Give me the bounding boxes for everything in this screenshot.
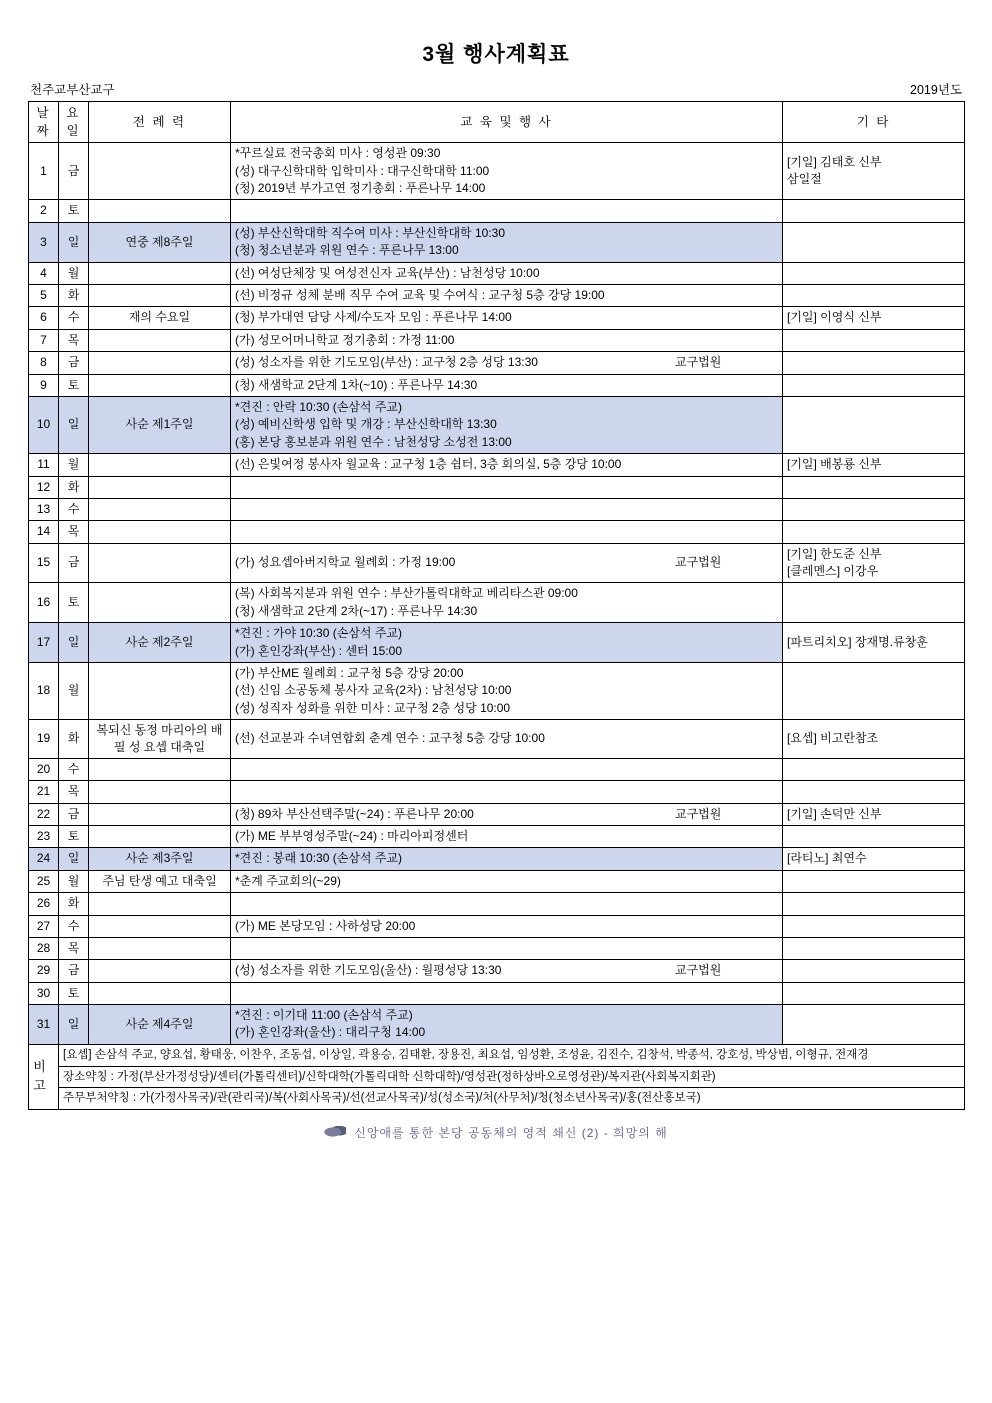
etc-line: 삼일절 [787,172,822,187]
cell-events [231,848,783,870]
event-text: (선) 선교분과 수녀연합회 춘계 연수 : 교구청 5층 강당 10:00 [235,731,545,746]
cell-etc [783,623,965,663]
cell-liturgical-calendar [89,803,231,825]
event-text: (가) ME 부부영성주말(~24) : 마리아피정센터 [235,828,469,843]
table-row [29,1005,965,1045]
cell-events [231,200,783,222]
cell-liturgical-calendar [89,454,231,476]
cell-day-of-week: 화 [59,284,89,306]
cell-date: 16 [29,583,59,623]
cell-liturgical-calendar [89,374,231,396]
cell-liturgical-calendar: 사순 제2주일 [89,623,231,663]
cell-date: 2 [29,200,59,222]
table-row [29,982,965,1004]
cell-etc [783,521,965,543]
cell-liturgical-calendar [89,498,231,520]
cell-liturgical-calendar [89,758,231,780]
etc-line: [기일] 한도준 신부 [787,546,882,561]
cell-liturgical-calendar [89,937,231,959]
notes-text: 주무부처약칭 : 가(가정사목국)/관(관리국)/복(사회사목국)/선(선교사목국)/성(성소국)/처(사무처)/청(청소년사목국)/홍(전산홍보국) [59,1088,965,1110]
cell-day-of-week: 월 [59,262,89,284]
column-header-events: 교 육 및 행 사 [231,102,783,143]
cell-date: 14 [29,521,59,543]
event-line [235,962,778,979]
cell-day-of-week: 금 [59,803,89,825]
cell-liturgical-calendar: 복되신 동정 마리아의 배필 성 요셉 대축일 [89,720,231,759]
cell-day-of-week: 목 [59,329,89,351]
cell-liturgical-calendar: 사순 제1주일 [89,396,231,453]
etc-line: [기일] 손덕만 신부 [787,806,882,821]
cell-date: 24 [29,848,59,870]
event-line [235,399,778,416]
cell-events [231,143,783,200]
cell-day-of-week: 화 [59,476,89,498]
cell-liturgical-calendar [89,915,231,937]
cell-liturgical-calendar [89,352,231,374]
notes-section [29,1044,965,1109]
event-line [235,625,778,642]
event-text: *꾸르실료 전국총회 미사 : 영성관 09:30 [235,146,441,161]
cell-day-of-week: 수 [59,758,89,780]
cell-etc [783,720,965,759]
event-line [235,730,778,747]
cell-events [231,720,783,759]
event-text: *견진 : 봉래 10:30 (손삼석 주교) [235,851,403,866]
event-text: (청) 부가대연 담당 사제/수도자 모임 : 푸른나무 14:00 [235,310,512,325]
cell-date: 25 [29,870,59,892]
event-text: (선) 신임 소공동체 봉사자 교육(2차) : 남천성당 10:00 [235,683,512,698]
cell-liturgical-calendar [89,781,231,803]
cell-events [231,454,783,476]
cell-day-of-week: 일 [59,848,89,870]
table-row [29,307,965,329]
table-row [29,663,965,720]
etc-line: [기일] 배봉룡 신부 [787,457,882,472]
cell-etc [783,781,965,803]
cell-etc [783,143,965,200]
cell-etc [783,329,965,351]
table-row [29,915,965,937]
schedule-table [28,101,965,1110]
event-line [235,332,778,349]
cell-date: 30 [29,982,59,1004]
table-row [29,454,965,476]
court-tag: 교구법원 [675,806,722,821]
event-text: (가) 혼인강좌(부산) : 센터 15:00 [235,643,403,658]
cell-date: 9 [29,374,59,396]
table-row [29,262,965,284]
cell-day-of-week: 토 [59,982,89,1004]
cell-etc [783,543,965,583]
footer [28,1124,964,1141]
event-text: (청) 2019년 부가고연 정기총회 : 푸른나무 14:00 [235,181,486,196]
meta-row [28,80,964,98]
event-text: (성) 대구신학대학 입학미사 : 대구신학대학 11:00 [235,163,490,178]
cell-events [231,352,783,374]
cell-date: 22 [29,803,59,825]
cell-liturgical-calendar [89,583,231,623]
cell-date: 4 [29,262,59,284]
cell-events [231,825,783,847]
event-text: *견진 : 안락 10:30 (손삼석 주교) [235,399,403,414]
cell-etc [783,583,965,623]
cell-date: 1 [29,143,59,200]
table-row [29,720,965,759]
dove-icon [324,1125,346,1139]
event-text: (청) 89차 부산선택주말(~24) : 푸른나무 20:00 [235,806,474,821]
cell-liturgical-calendar [89,982,231,1004]
cell-events [231,583,783,623]
cell-day-of-week: 월 [59,454,89,476]
event-line [235,643,778,660]
table-row [29,543,965,583]
cell-date: 6 [29,307,59,329]
event-text: (성) 성소자를 위한 기도모임(울산) : 월평성당 13:30 [235,963,502,978]
cell-date: 27 [29,915,59,937]
table-row [29,143,965,200]
court-tag: 교구법원 [675,355,722,370]
court-tag: 교구법원 [675,963,722,978]
event-line [235,918,778,935]
notes-row [29,1044,965,1066]
cell-day-of-week: 수 [59,498,89,520]
cell-events [231,758,783,780]
event-text: (청) 새샘학교 2단계 2차(~17) : 푸른나무 14:30 [235,603,478,618]
cell-etc [783,498,965,520]
event-line [235,225,778,242]
cell-day-of-week: 토 [59,200,89,222]
cell-events [231,960,783,982]
cell-liturgical-calendar [89,284,231,306]
cell-day-of-week: 토 [59,825,89,847]
event-line [235,434,778,451]
page-title: 3월 행사계획표 [422,43,570,66]
table-row [29,803,965,825]
cell-events [231,663,783,720]
cell-etc [783,893,965,915]
cell-liturgical-calendar [89,143,231,200]
year-label: 2019년도 [910,83,962,97]
event-line [235,665,778,682]
cell-events [231,222,783,262]
cell-events [231,498,783,520]
table-row [29,960,965,982]
cell-etc [783,222,965,262]
etc-line: [라티노] 최연수 [787,851,867,866]
notes-row [29,1088,965,1110]
cell-etc [783,960,965,982]
cell-etc [783,915,965,937]
event-text: (가) 부산ME 월례회 : 교구청 5층 강당 20:00 [235,666,464,681]
etc-line: [요셉] 비고란참조 [787,731,879,746]
event-line [235,287,778,304]
event-line [235,554,778,571]
cell-etc [783,262,965,284]
column-header-etc: 기 타 [783,102,965,143]
cell-etc [783,200,965,222]
table-row [29,825,965,847]
event-text: *견진 : 가야 10:30 (손삼석 주교) [235,626,403,641]
table-row [29,476,965,498]
event-line [235,828,778,845]
event-line [235,873,778,890]
cell-date: 18 [29,663,59,720]
cell-events [231,307,783,329]
table-row [29,200,965,222]
event-line [235,354,778,371]
cell-date: 19 [29,720,59,759]
cell-etc [783,476,965,498]
cell-etc [783,825,965,847]
event-text: (복) 사회복지분과 위원 연수 : 부산가톨릭대학교 베리타스관 09:00 [235,586,578,601]
cell-date: 17 [29,623,59,663]
notes-text: 장소약칭 : 가정(부산가정성당)/센터(가톨릭센터)/신학대학(가톨릭대학 신학대학)/영성관(정하상바오로영성관)/복지관(사회복지회관) [59,1066,965,1088]
cell-events [231,937,783,959]
event-text: (홍) 본당 홍보분과 위원 연수 : 남천성당 소성전 13:00 [235,434,512,449]
cell-events [231,262,783,284]
table-row [29,583,965,623]
event-text: (가) 혼인강좌(울산) : 대리구청 14:00 [235,1025,426,1040]
event-line [235,456,778,473]
cell-liturgical-calendar [89,543,231,583]
table-row [29,521,965,543]
cell-liturgical-calendar [89,663,231,720]
cell-day-of-week: 일 [59,396,89,453]
cell-events [231,543,783,583]
event-line [235,377,778,394]
cell-day-of-week: 금 [59,543,89,583]
cell-events [231,521,783,543]
cell-etc [783,454,965,476]
event-line [235,145,778,162]
cell-date: 31 [29,1005,59,1045]
cell-date: 29 [29,960,59,982]
notes-label: 비 고 [29,1044,59,1109]
event-line [235,603,778,620]
cell-etc [783,758,965,780]
cell-events [231,396,783,453]
cell-day-of-week: 목 [59,521,89,543]
table-header [29,102,965,143]
cell-events [231,803,783,825]
cell-day-of-week: 수 [59,307,89,329]
cell-date: 12 [29,476,59,498]
event-text: (선) 비정규 성체 분배 직무 수여 교육 및 수여식 : 교구청 5층 강당 19:00 [235,287,605,302]
court-tag: 교구법원 [675,555,722,570]
etc-line: [기일] 김태호 신부 [787,154,882,169]
cell-liturgical-calendar [89,960,231,982]
table-row [29,781,965,803]
event-line [235,265,778,282]
notes-text: [요셉] 손삼석 주교, 양요섭, 황태웅, 이찬우, 조동섭, 이상일, 곽용승, 김태환, 장용진, 최요섭, 임성환, 조성윤, 김진수, 김창석, 박종석, 강호성, 박상범, 이형규, 전재경 [59,1044,965,1066]
cell-etc [783,848,965,870]
cell-date: 21 [29,781,59,803]
event-line [235,806,778,823]
event-line [235,1024,778,1041]
table-row [29,396,965,453]
event-text: (성) 부산신학대학 직수여 미사 : 부산신학대학 10:30 [235,225,506,240]
cell-day-of-week: 목 [59,781,89,803]
column-header-date: 날짜 [29,102,59,143]
cell-etc [783,307,965,329]
cell-liturgical-calendar [89,200,231,222]
cell-day-of-week: 금 [59,143,89,200]
cell-etc [783,374,965,396]
table-row [29,374,965,396]
event-line [235,242,778,259]
cell-liturgical-calendar [89,262,231,284]
table-body [29,143,965,1045]
event-text: (가) ME 본당모임 : 사하성당 20:00 [235,918,416,933]
event-text: *춘계 주교회의(~29) [235,873,341,888]
cell-events [231,915,783,937]
cell-liturgical-calendar [89,521,231,543]
event-line [235,850,778,867]
cell-events [231,982,783,1004]
event-text: (가) 성모어머니학교 정기총회 : 가정 11:00 [235,332,455,347]
event-line [235,163,778,180]
cell-day-of-week: 수 [59,915,89,937]
event-line [235,1007,778,1024]
table-row [29,870,965,892]
cell-day-of-week: 목 [59,937,89,959]
cell-liturgical-calendar [89,476,231,498]
table-row [29,758,965,780]
event-line [235,585,778,602]
event-text: (성) 성직자 성화를 위한 미사 : 교구청 2층 성당 10:00 [235,700,511,715]
cell-etc [783,396,965,453]
event-line [235,682,778,699]
cell-events [231,623,783,663]
cell-day-of-week: 일 [59,222,89,262]
event-line [235,700,778,717]
cell-day-of-week: 금 [59,960,89,982]
notes-row [29,1066,965,1088]
cell-etc [783,870,965,892]
cell-events [231,1005,783,1045]
cell-etc [783,803,965,825]
cell-date: 7 [29,329,59,351]
etc-line: [클레멘스] 이강우 [787,564,879,579]
cell-liturgical-calendar: 사순 제3주일 [89,848,231,870]
cell-liturgical-calendar [89,329,231,351]
table-row [29,623,965,663]
cell-date: 11 [29,454,59,476]
cell-etc [783,352,965,374]
table-row [29,893,965,915]
event-text: (청) 새샘학교 2단계 1차(~10) : 푸른나무 14:30 [235,377,478,392]
cell-liturgical-calendar: 사순 제4주일 [89,1005,231,1045]
table-row [29,329,965,351]
cell-day-of-week: 일 [59,1005,89,1045]
cell-date: 15 [29,543,59,583]
etc-line: [기일] 이영식 신부 [787,310,882,325]
table-row [29,284,965,306]
cell-liturgical-calendar: 재의 수요일 [89,307,231,329]
event-text: (가) 성요셉아버지학교 월례회 : 가정 19:00 [235,555,456,570]
cell-day-of-week: 금 [59,352,89,374]
cell-day-of-week: 토 [59,583,89,623]
cell-date: 5 [29,284,59,306]
cell-day-of-week: 일 [59,623,89,663]
cell-events [231,870,783,892]
event-line [235,309,778,326]
cell-liturgical-calendar [89,893,231,915]
cell-date: 13 [29,498,59,520]
cell-liturgical-calendar: 연중 제8주일 [89,222,231,262]
table-row [29,222,965,262]
cell-day-of-week: 화 [59,720,89,759]
cell-date: 20 [29,758,59,780]
cell-etc [783,1005,965,1045]
cell-etc [783,982,965,1004]
footer-slogan: 신앙애를 통한 본당 공동체의 영적 쇄신 (2) - 희망의 해 [354,1125,668,1140]
cell-liturgical-calendar: 주님 탄생 예고 대축일 [89,870,231,892]
cell-day-of-week: 토 [59,374,89,396]
event-text: (성) 성소자를 위한 기도모임(부산) : 교구청 2층 성당 13:30 [235,355,538,370]
cell-events [231,476,783,498]
event-text: *견진 : 이기대 11:00 (손삼석 주교) [235,1008,413,1023]
cell-events [231,284,783,306]
event-line [235,416,778,433]
cell-day-of-week: 월 [59,870,89,892]
cell-events [231,374,783,396]
column-header-liturgy: 전 례 력 [89,102,231,143]
etc-line: [파트리치오] 장재명.류창훈 [787,634,928,649]
cell-events [231,329,783,351]
column-header-dow: 요일 [59,102,89,143]
event-text: (선) 은빛여정 봉사자 월교육 : 교구청 1층 쉼터, 3층 회의실, 5층 강당 10:00 [235,457,622,472]
cell-date: 8 [29,352,59,374]
event-text: (성) 예비신학생 입학 및 개강 : 부산신학대학 13:30 [235,417,497,432]
event-text: (청) 청소년분과 위원 연수 : 푸른나무 13:00 [235,243,459,258]
cell-date: 28 [29,937,59,959]
cell-date: 23 [29,825,59,847]
cell-date: 3 [29,222,59,262]
cell-etc [783,937,965,959]
event-text: (선) 여성단체장 및 여성전신자 교육(부산) : 남천성당 10:00 [235,265,540,280]
cell-date: 10 [29,396,59,453]
cell-etc [783,663,965,720]
cell-liturgical-calendar [89,825,231,847]
cell-events [231,893,783,915]
event-line [235,180,778,197]
table-row [29,848,965,870]
cell-date: 26 [29,893,59,915]
cell-day-of-week: 화 [59,893,89,915]
table-row [29,498,965,520]
table-row [29,352,965,374]
cell-events [231,781,783,803]
diocese-label: 천주교부산교구 [30,83,115,97]
cell-etc [783,284,965,306]
cell-day-of-week: 월 [59,663,89,720]
table-row [29,937,965,959]
